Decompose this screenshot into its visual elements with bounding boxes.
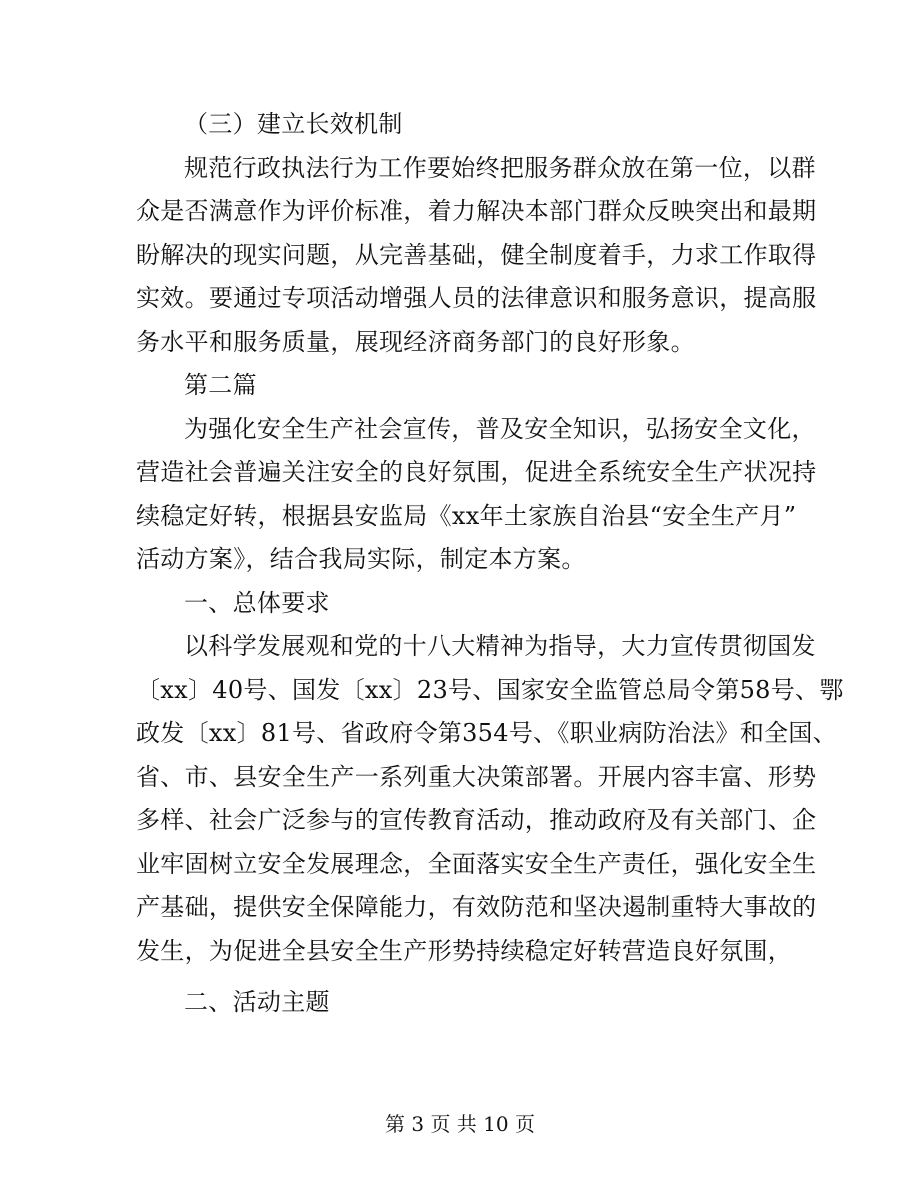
paragraph-line: 盼解决的现实问题，从完善基础，健全制度着手，力求工作取得 [136, 240, 817, 269]
paragraph-line: 活动方案》，结合我局实际，制定本方案。 [136, 545, 586, 573]
part-heading: 第二篇 [184, 371, 257, 399]
section-heading: 一、总体要求 [184, 588, 330, 617]
paragraph-line: 业牢固树立安全发展理念，全面落实安全生产责任，强化安全生 [136, 849, 817, 878]
paragraph-line: 省、市、县安全生产一系列重大决策部署。开展内容丰富、形势 [136, 762, 817, 791]
document-body [136, 103, 844, 1025]
page-number: 第 3 页 共 10 页 [385, 1112, 535, 1136]
paragraph-line: 为强化安全生产社会宣传，普及安全知识，弘扬安全文化， [184, 414, 816, 443]
paragraph-line: 发生，为促进全县安全生产形势持续稳定好转营造良好氛围， [136, 936, 793, 965]
paragraph-line: 营造社会普遍关注安全的良好氛围，促进全系统安全生产状况持 [136, 458, 817, 486]
paragraph-line: 政发〔xx〕81号、省政府令第354号、《职业病防治法》和全国、 [136, 719, 838, 747]
section-heading: 二、活动主题 [184, 988, 330, 1016]
paragraph-line: 〔xx〕40号、国发〔xx〕23号、国家安全监管总局令第58号、鄂 [136, 675, 844, 704]
paragraph-line: 以科学发展观和党的十八大精神为指导，大力宣传贯彻国发 [184, 632, 816, 660]
paragraph-line: 众是否满意作为评价标准，着力解决本部门群众反映突出和最期 [136, 197, 817, 225]
paragraph-line: 产基础，提供安全保障能力，有效防范和坚决遏制重特大事故的 [136, 893, 817, 921]
paragraph-line: 务水平和服务质量，展现经济商务部门的良好形象。 [136, 327, 695, 356]
paragraph-line: 实效。要通过专项活动增强人员的法律意识和服务意识，提高服 [136, 284, 817, 312]
paragraph-line: 续稳定好转，根据县安监局《xx年土家族自治县“安全生产月” [136, 501, 797, 530]
paragraph-line: 规范行政执法行为工作要始终把服务群众放在第一位，以群 [184, 153, 816, 182]
paragraph-line: 多样、社会广泛参与的宣传教育活动，推动政府及有关部门、企 [136, 806, 817, 834]
page-footer [0, 1110, 920, 1138]
section-heading: （三）建立长效机制 [184, 110, 403, 138]
